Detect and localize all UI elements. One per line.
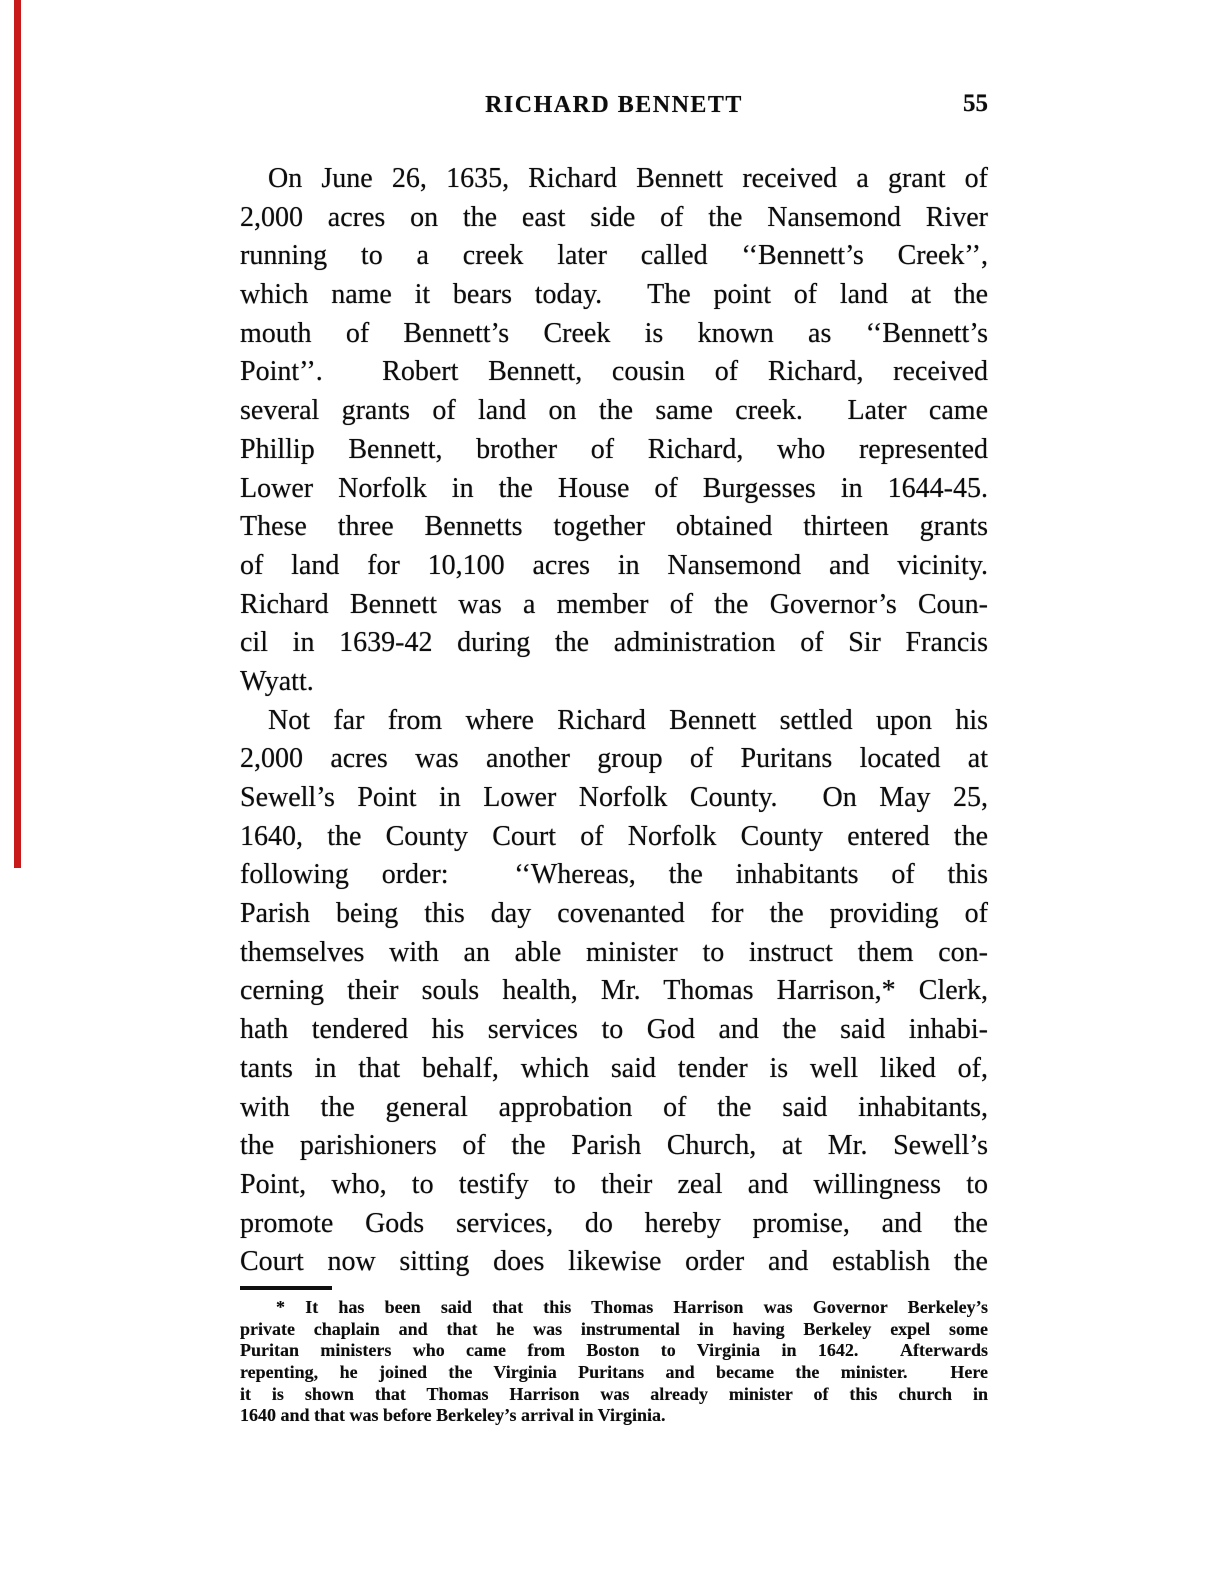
text-line: These three Bennetts together obtained thirteen grants	[240, 511, 988, 543]
text-line: Phillip Bennett, brother of Richard, who represented	[240, 433, 988, 465]
text-line: 2,000 acres on the east side of the Nansemond River	[240, 201, 988, 233]
text-line: 1640, the County Court of Norfolk County entered the	[240, 820, 988, 852]
text-line: cerning their souls health, Mr. Thomas Harrison,* Clerk,	[240, 975, 988, 1007]
page-header	[240, 92, 988, 128]
text-line: repenting, he joined the Virginia Puritans and became the minister. Here	[240, 1362, 988, 1383]
text-line: Puritan ministers who came from Boston to Virginia in 1642. Afterwards	[240, 1340, 988, 1361]
text-line: cil in 1639-42 during the administration of Sir Francis	[240, 627, 988, 659]
paragraph-2	[240, 702, 988, 1282]
page-number: 55	[963, 90, 988, 117]
body-text	[240, 160, 988, 1282]
text-line: tants in that behalf, which said tender is well liked of,	[240, 1052, 988, 1084]
text-line: with the general approbation of the said inhabitants,	[240, 1091, 988, 1123]
text-line: Court now sitting does likewise order and establish the	[240, 1246, 988, 1278]
text-line: On June 26, 1635, Richard Bennett received a grant of	[268, 163, 988, 194]
text-line: the parishioners of the Parish Church, at Mr. Sewell’s	[240, 1130, 988, 1162]
text-line: 2,000 acres was another group of Puritans located at	[240, 743, 988, 775]
running-header-title: RICHARD BENNETT	[485, 92, 743, 118]
text-line: several grants of land on the same creek. Later came	[240, 395, 988, 427]
footnote	[240, 1297, 988, 1427]
text-line: themselves with an able minister to instruct them con-	[240, 936, 988, 968]
text-line: Point, who, to testify to their zeal and willingness to	[240, 1168, 988, 1200]
text-line: it is shown that Thomas Harrison was already minister of this church in	[240, 1383, 988, 1404]
text-line: * It has been said that this Thomas Harrison was Governor Berkeley’s	[276, 1297, 988, 1317]
text-line: promote Gods services, do hereby promise, and the	[240, 1207, 988, 1239]
paragraph-1	[240, 160, 988, 702]
text-line: Wyatt.	[240, 665, 314, 697]
text-line: mouth of Bennett’s Creek is known as ‘‘Bennett’s	[240, 317, 988, 349]
text-line: Sewell’s Point in Lower Norfolk County. On May 25,	[240, 782, 988, 813]
text-line: following order: ‘‘Whereas, the inhabitants of this	[240, 859, 988, 891]
text-line: Richard Bennett was a member of the Governor’s Coun-	[240, 588, 988, 620]
text-line: running to a creek later called ‘‘Bennett’s Creek’’,	[240, 240, 988, 272]
text-line: private chaplain and that he was instrumental in having Berkeley expel some	[240, 1318, 988, 1339]
text-line: which name it bears today. The point of land at the	[240, 279, 988, 311]
text-line: Not far from where Richard Bennett settled upon his	[268, 704, 988, 736]
text-line: hath tendered his services to God and the said inhabi-	[240, 1014, 988, 1046]
footnote-rule	[240, 1286, 332, 1290]
text-line: Point’’. Robert Bennett, cousin of Richard, received	[240, 356, 988, 388]
text-line: 1640 and that was before Berkeley’s arrival in Virginia.	[240, 1405, 666, 1426]
text-line: of land for 10,100 acres in Nansemond and vicinity.	[240, 549, 988, 581]
text-line: Lower Norfolk in the House of Burgesses in 1644-45.	[240, 472, 988, 504]
text-line: Parish being this day covenanted for the providing of	[240, 898, 988, 930]
red-edge-line	[14, 0, 21, 868]
